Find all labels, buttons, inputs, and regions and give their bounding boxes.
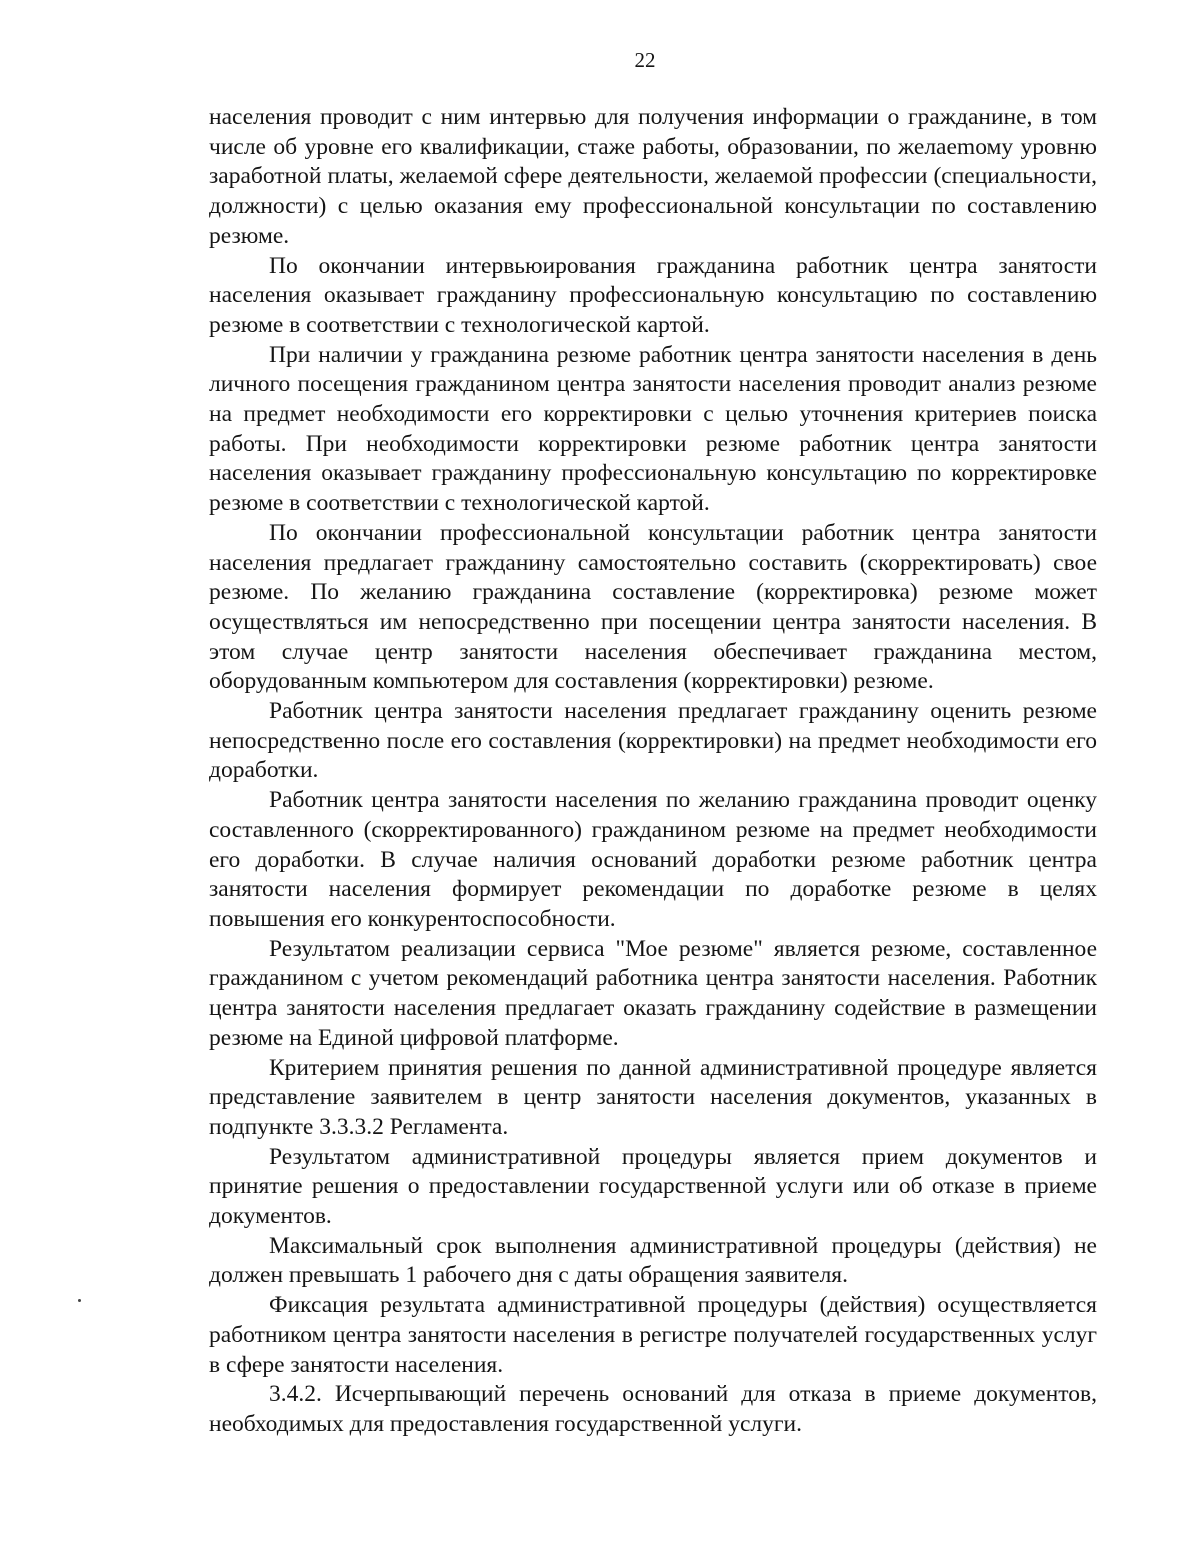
paragraph: Максимальный срок выполнения административной процедуры (действия) не должен превышать 1 рабочего дня с даты обращения заявителя. bbox=[209, 1232, 1097, 1289]
paragraph: Результатом реализации сервиса "Мое резюме" является резюме, составленное гражданином с учетом рекомендаций работника центра занятости населения. Работник центра занятости населения предлагает оказать гражданину содействие в размещении резюме на Единой цифровой платформе. bbox=[209, 935, 1097, 1051]
paragraph: При наличии у гражданина резюме работник центра занятости населения в день личного посещения гражданином центра занятости населения проводит анализ резюме на предмет необходимости его корректировки с целью уточнения критериев поиска работы. При необходимости корректировки резюме работник центра занятости населения оказывает гражданину профессиональную консультацию по корректировке резюме в соответствии с технологической картой. bbox=[209, 341, 1097, 517]
paragraph: 3.4.2. Исчерпывающий перечень оснований для отказа в приеме документов, необходимых для предоставления государственной услуги. bbox=[209, 1381, 1097, 1437]
paragraph: населения проводит с ним интервью для получения информации о гражданине, в том числе об уровне его квалификации, стаже работы, образовании, по желаеmому уровню заработной платы, желаемой сфере деятельности, желаемой профессии (специальности, должности) с целью оказания ему профессиональной консультации по составлению резюме. bbox=[209, 104, 1097, 249]
paragraph: Работник центра занятости населения предлагает гражданину оценить резюме непосредственно после его составления (корректировки) на предмет необходимости его доработки. bbox=[209, 698, 1097, 784]
paragraph: По окончании интервьюирования гражданина работник центра занятости населения оказывает гражданину профессиональную консультацию по составлению резюме в соответствии с технологической картой. bbox=[209, 252, 1097, 338]
paragraph: Работник центра занятости населения по желанию гражданина проводит оценку составленного (скорректированного) гражданином резюме на предмет необходимости его доработки. В случае наличия оснований доработки резюме работник центра занятости населения формирует рекомендации по доработке резюме в целях повышения его конкурентоспособности. bbox=[209, 787, 1097, 932]
paragraph: Критерием принятия решения по данной административной процедуре является представление заявителем в центр занятости населения документов, указанных в подпункте 3.3.3.2 Регламента. bbox=[209, 1054, 1097, 1140]
paragraph: Результатом административной процедуры является прием документов и принятие решения о предоставлении государственной услуги или об отказе в приеме документов. bbox=[209, 1143, 1097, 1230]
paragraph: Фиксация результата административной процедуры (действия) осуществляется работником центра занятости населения в регистре получателей государственных услуг в сфере занятости населения. bbox=[209, 1292, 1097, 1378]
scan-speck bbox=[78, 1299, 81, 1302]
document-body bbox=[209, 103, 1097, 1440]
page-number: 22 bbox=[634, 48, 656, 72]
paragraph: По окончании профессиональной консультации работник центра занятости населения предлагает гражданину самостоятельно составить (скорректировать) свое резюме. По желанию гражданина составление (корректировка) резюме может осуществляться им непосредственно при посещении центра занятости населения. В этом случае центр занятости населения обеспечивает гражданина местом, оборудованным компьютером для составления (корректировки) резюме. bbox=[209, 519, 1097, 695]
